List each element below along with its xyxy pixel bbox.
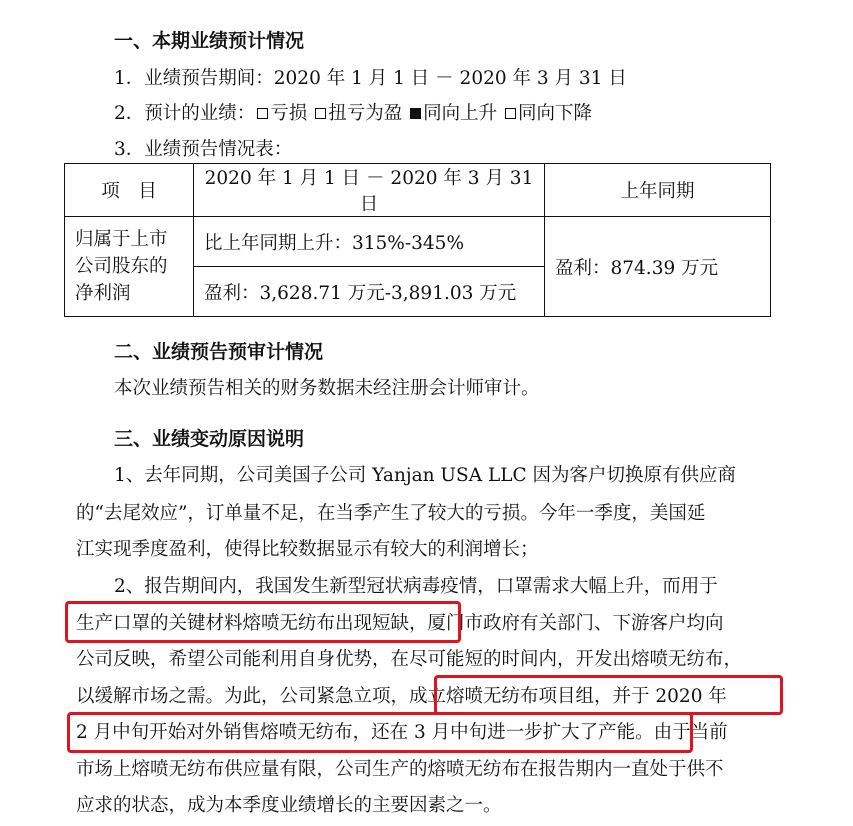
row-label-line: 归属于上市: [75, 229, 168, 250]
prior-profit: 盈利：874.39 万元: [545, 217, 771, 317]
para2-line: 2 月中旬开始对外销售熔喷无纺布，还在 3 月中旬进一步扩大了产能。由于当前: [76, 722, 728, 743]
current-profit: 盈利：3,628.71 万元-3,891.03 万元: [194, 267, 545, 317]
section-3-title: 三、业绩变动原因说明: [114, 428, 305, 450]
checkbox-icon: [505, 108, 516, 119]
option-loss: 亏损: [270, 103, 308, 124]
checkbox-icon: [257, 108, 268, 119]
forecast-type-label: 2．预计的业绩：: [114, 103, 256, 124]
checkbox-checked-icon: [410, 108, 421, 119]
option-decrease: 同向下降: [518, 103, 593, 124]
para1-line: 的“去尾效应”，订单量不足，在当季产生了较大的亏损。今年一季度，美国延: [76, 503, 706, 524]
highlight-sales-start: [67, 712, 693, 753]
para2-line: 生产口罩的关键材料熔喷无纺布出现短缺，厦门市政府有关部门、下游客户均向: [76, 613, 724, 634]
para2-line: 公司反映，希望公司能利用自身优势，在尽可能短的时间内，开发出熔喷无纺布，: [76, 649, 743, 670]
para2-line: 2、报告期间内，我国发生新型冠状病毒疫情，口罩需求大幅上升，而用于: [114, 576, 718, 597]
row-label-line: 净利润: [75, 283, 131, 304]
highlight-project-team: [434, 675, 783, 715]
row-label-line: 公司股东的: [75, 256, 168, 277]
forecast-table-label: 3．业绩预告情况表：: [114, 139, 293, 160]
forecast-table: [64, 163, 771, 317]
section-1-title: 一、本期业绩预计情况: [114, 30, 305, 52]
para2-line: 应求的状态，成为本季度业绩增长的主要因素之一。: [76, 795, 502, 816]
para2-line: 市场上熔喷无纺布供应量有限，公司生产的熔喷无纺布在报告期内一直处于供不: [76, 759, 724, 780]
table-header-period: 2020 年 1 月 1 日 － 2020 年 3 月 31 日: [194, 164, 545, 217]
row-label-net-profit: [65, 217, 194, 317]
audit-statement: 本次业绩预告相关的财务数据未经注册会计师审计。: [114, 378, 540, 399]
para1-line: 江实现季度盈利，使得比较数据显示有较大的利润增长；: [76, 539, 539, 560]
option-increase: 同向上升: [423, 103, 498, 124]
highlight-shortage: [65, 601, 461, 643]
checkbox-icon: [315, 108, 326, 119]
para1-line: 1、去年同期，公司美国子公司 Yanjan USA LLC 因为客户切换原有供应商: [114, 465, 737, 486]
forecast-period: 1．业绩预告期间：2020 年 1 月 1 日 － 2020 年 3 月 31 日: [114, 68, 627, 89]
option-turnaround: 扭亏为盈: [328, 103, 403, 124]
section-2-title: 二、业绩预告预审计情况: [114, 341, 324, 363]
para2-line: 以缓解市场之需。为此，公司紧急立项，成立熔喷无纺布项目组，并于 2020 年: [76, 686, 727, 707]
table-header-prior: 上年同期: [545, 164, 771, 217]
table-header-item: 项 目: [65, 164, 194, 217]
forecast-type: [114, 99, 592, 125]
current-increase: 比上年同期上升：315%-345%: [194, 217, 545, 267]
